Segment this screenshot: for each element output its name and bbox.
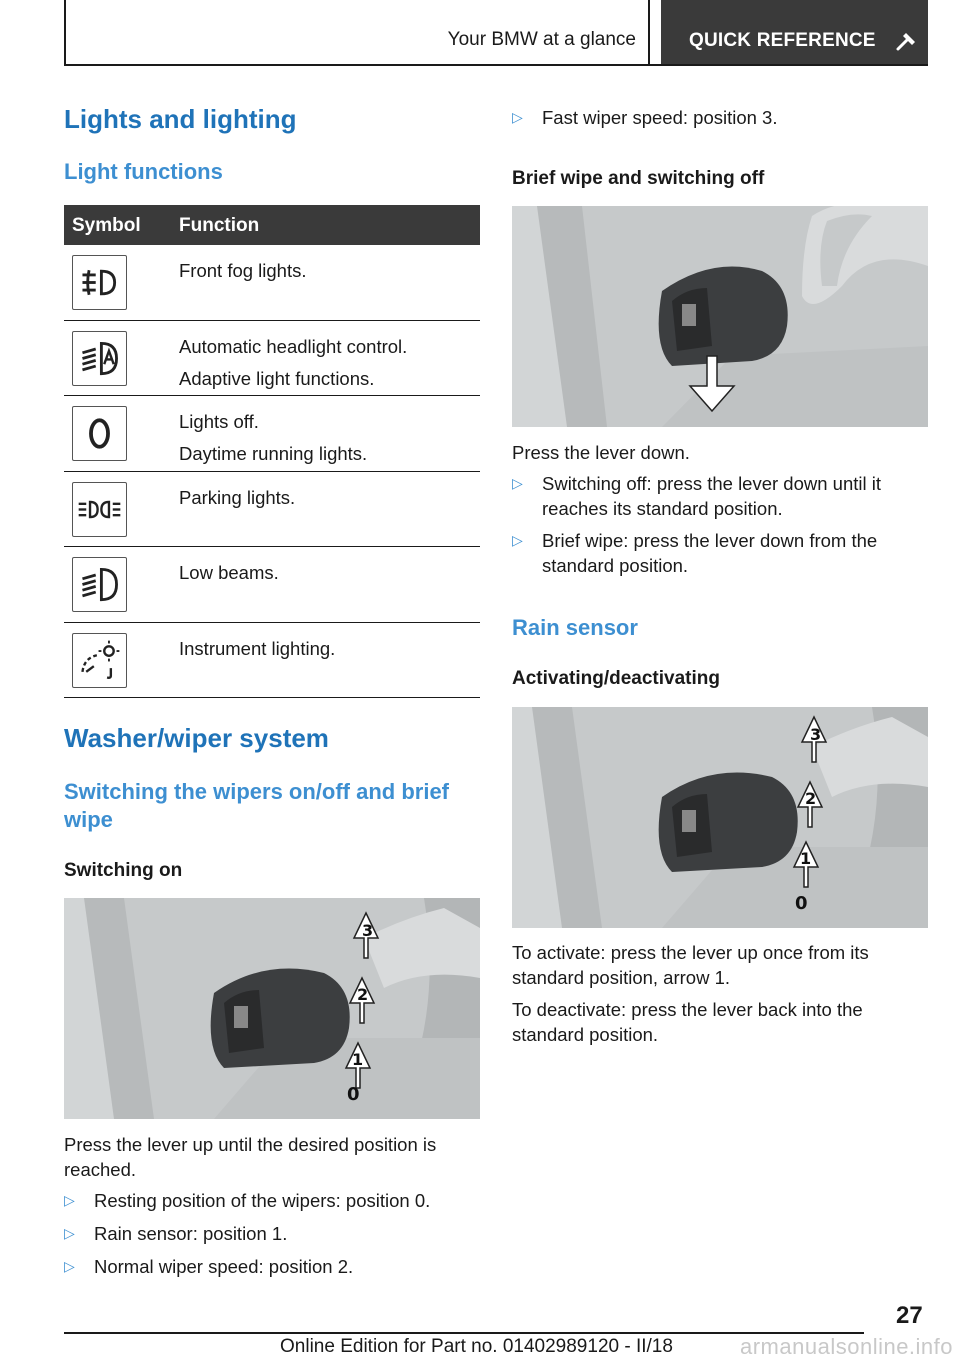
list-item <box>512 471 928 521</box>
list-item-text: Resting position of the wipers: position 0. <box>94 1190 431 1211</box>
lever-label-1: 1 <box>800 849 812 868</box>
list-item-text: Fast wiper speed: position 3. <box>542 107 778 128</box>
heading-lights-and-lighting: Lights and lighting <box>64 104 297 134</box>
lever-label-3: 3 <box>362 921 374 940</box>
table-header-function: Function <box>179 215 260 236</box>
header-section-title: Your BMW at a glance <box>447 29 636 50</box>
triangle-bullet-icon: ▷ <box>512 532 523 548</box>
function-line: Front fog lights. <box>179 260 307 281</box>
paragraph-deactivate: To deactivate: press the lever back into the standard position. <box>512 999 863 1045</box>
function-line: Low beams. <box>179 562 279 583</box>
heading-brief-wipe: Brief wipe and switching off <box>512 168 765 189</box>
heading-activating: Activating/deactivating <box>512 668 720 689</box>
wrench-icon <box>895 29 919 53</box>
header-section-box <box>64 0 650 66</box>
front-fog-lights-icon <box>72 255 127 310</box>
triangle-bullet-icon: ▷ <box>64 1225 75 1241</box>
triangle-bullet-icon: ▷ <box>512 475 523 491</box>
lever-label-2: 2 <box>357 985 369 1004</box>
list-item-text: Normal wiper speed: position 2. <box>94 1256 354 1277</box>
list-item <box>64 1188 480 1213</box>
function-text <box>179 633 479 665</box>
list-item-text: Brief wipe: press the lever down from the standard position. <box>542 530 878 576</box>
header-rule <box>64 64 928 66</box>
table-header-symbol: Symbol <box>72 215 141 236</box>
lever-label-0: 0 <box>347 1084 360 1105</box>
lights-off-icon <box>72 406 127 461</box>
list-item <box>64 1254 480 1279</box>
function-text <box>179 482 479 514</box>
table-row <box>64 321 480 397</box>
light-functions-table <box>64 205 480 698</box>
function-line: Lights off. <box>179 411 259 432</box>
wiper-lever-up-illustration <box>64 898 480 1119</box>
list-item <box>64 1221 480 1246</box>
function-line: Parking lights. <box>179 486 296 508</box>
header-tab-quick-reference[interactable] <box>661 0 928 66</box>
triangle-bullet-icon: ▷ <box>64 1258 75 1274</box>
table-row <box>64 396 480 472</box>
rain-sensor-lever-illustration <box>512 707 928 928</box>
footer-edition: Online Edition for Part no. 01402989120 - II/18 <box>280 1336 673 1357</box>
instrument-lighting-icon <box>72 633 127 688</box>
function-text <box>179 331 479 395</box>
lever-label-2: 2 <box>805 789 817 808</box>
function-text <box>179 255 479 287</box>
function-line: Adaptive light functions. <box>179 367 375 389</box>
table-header <box>64 205 480 245</box>
triangle-bullet-icon: ▷ <box>512 109 523 125</box>
paragraph-activate: To activate: press the lever up once from its standard position, arrow 1. <box>512 942 869 988</box>
lever-label-0: 0 <box>795 893 808 914</box>
low-beams-icon <box>72 557 127 612</box>
list-item-text: Rain sensor: position 1. <box>94 1223 288 1244</box>
automatic-headlight-icon <box>72 331 127 386</box>
heading-rain-sensor: Rain sensor <box>512 615 638 640</box>
paragraph-press-up: Press the lever up until the desired position is reached. <box>64 1134 437 1180</box>
page-header <box>0 0 960 66</box>
function-line: Daytime running lights. <box>179 443 368 464</box>
lever-label-3: 3 <box>810 725 822 744</box>
wiper-lever-down-illustration <box>512 206 928 427</box>
table-row <box>64 472 480 548</box>
lever-image <box>64 898 480 1119</box>
lever-image <box>512 707 928 928</box>
list-item-text: Switching off: press the lever down until it reaches its standard position. <box>542 473 881 519</box>
heading-washer-wiper: Washer/wiper system <box>64 723 329 753</box>
heading-switching-wipers: Switching the wipers on/off and brief wipe <box>64 779 450 832</box>
heading-light-functions: Light functions <box>64 159 223 184</box>
parking-lights-icon <box>72 482 127 537</box>
header-tab-label: QUICK REFERENCE <box>689 30 876 51</box>
table-row <box>64 245 480 321</box>
table-row <box>64 547 480 623</box>
function-text <box>179 406 479 470</box>
table-row <box>64 623 480 699</box>
lever-label-1: 1 <box>352 1050 364 1069</box>
list-item <box>512 105 928 130</box>
function-line: Automatic headlight control. <box>179 335 408 357</box>
function-text <box>179 557 479 589</box>
list-item <box>512 528 928 578</box>
page-number: 27 <box>896 1302 923 1329</box>
lever-image <box>512 206 928 427</box>
paragraph-press-down: Press the lever down. <box>512 442 690 463</box>
footer-watermark: armanualsonline.info <box>740 1334 954 1359</box>
triangle-bullet-icon: ▷ <box>64 1192 75 1208</box>
heading-switching-on: Switching on <box>64 860 183 881</box>
function-line: Instrument lighting. <box>179 637 336 659</box>
